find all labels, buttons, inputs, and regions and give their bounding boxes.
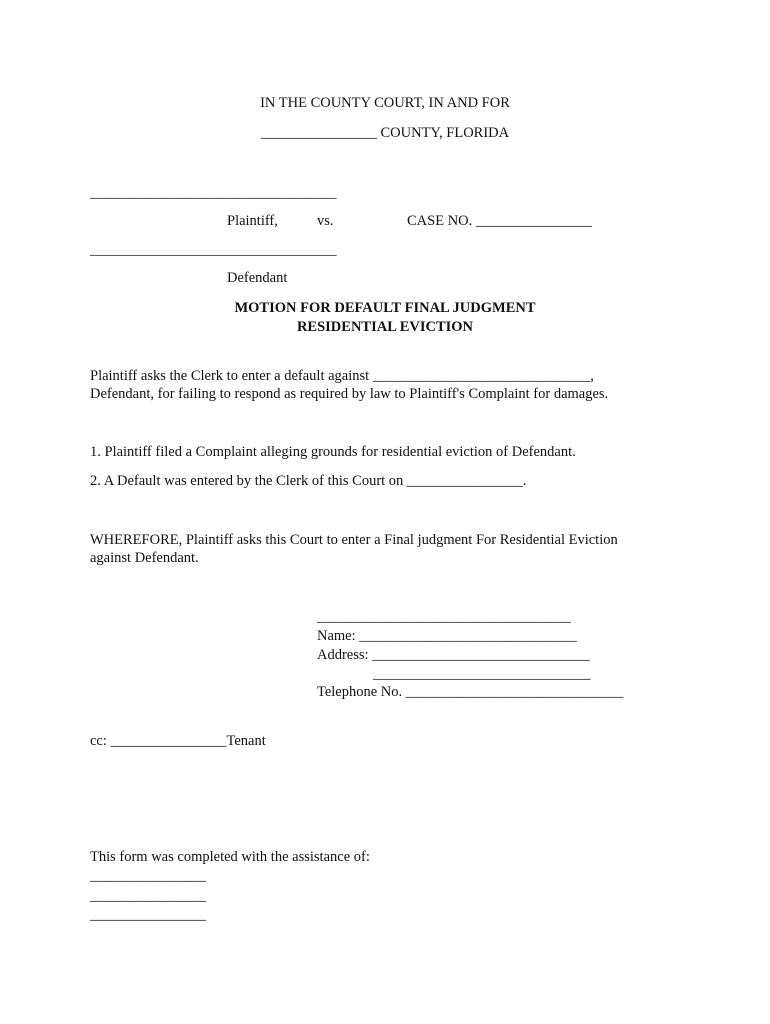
assistance-blank-3: ________________ <box>90 907 206 923</box>
signature-telephone-field: Telephone No. ______________________________ <box>317 684 624 700</box>
assistance-blank-2: ________________ <box>90 888 206 904</box>
document-title-line2: RESIDENTIAL EVICTION <box>296 319 474 335</box>
case-number-field: CASE NO. ________________ <box>407 213 592 229</box>
court-heading-line1: IN THE COUNTY COURT, IN AND FOR <box>260 95 510 111</box>
numbered-item-1: 1. Plaintiff filed a Complaint alleging grounds for residential eviction of Defendant. <box>90 444 576 460</box>
document-title-line1: MOTION FOR DEFAULT FINAL JUDGMENT <box>234 300 536 316</box>
signature-address-field: Address: ______________________________ <box>317 647 590 663</box>
signature-line: ___________________________________ <box>317 609 571 625</box>
versus-label: vs. <box>317 213 334 229</box>
intro-paragraph-line2: Defendant, for failing to respond as required by law to Plaintiff's Complaint for damages. <box>90 386 609 402</box>
signature-name-field: Name: ______________________________ <box>317 628 577 644</box>
wherefore-paragraph-line1: WHEREFORE, Plaintiff asks this Court to enter a Final judgment For Residential Eviction <box>90 532 618 548</box>
assistance-label: This form was completed with the assistance of: <box>90 849 370 865</box>
court-heading-line2: ________________ COUNTY, FLORIDA <box>260 125 510 141</box>
assistance-blank-1: ________________ <box>90 868 206 884</box>
plaintiff-label: Plaintiff, <box>227 213 278 229</box>
defendant-name-blank: __________________________________ <box>90 242 337 258</box>
wherefore-paragraph-line2: against Defendant. <box>90 550 199 566</box>
defendant-label: Defendant <box>227 270 288 286</box>
intro-paragraph-line1: Plaintiff asks the Clerk to enter a default against ______________________________, <box>90 368 594 384</box>
signature-address-line2: ______________________________ <box>373 666 591 682</box>
plaintiff-name-blank: __________________________________ <box>90 185 337 201</box>
numbered-item-2: 2. A Default was entered by the Clerk of this Court on ________________. <box>90 473 527 489</box>
cc-tenant-line: cc: ________________Tenant <box>90 733 266 749</box>
